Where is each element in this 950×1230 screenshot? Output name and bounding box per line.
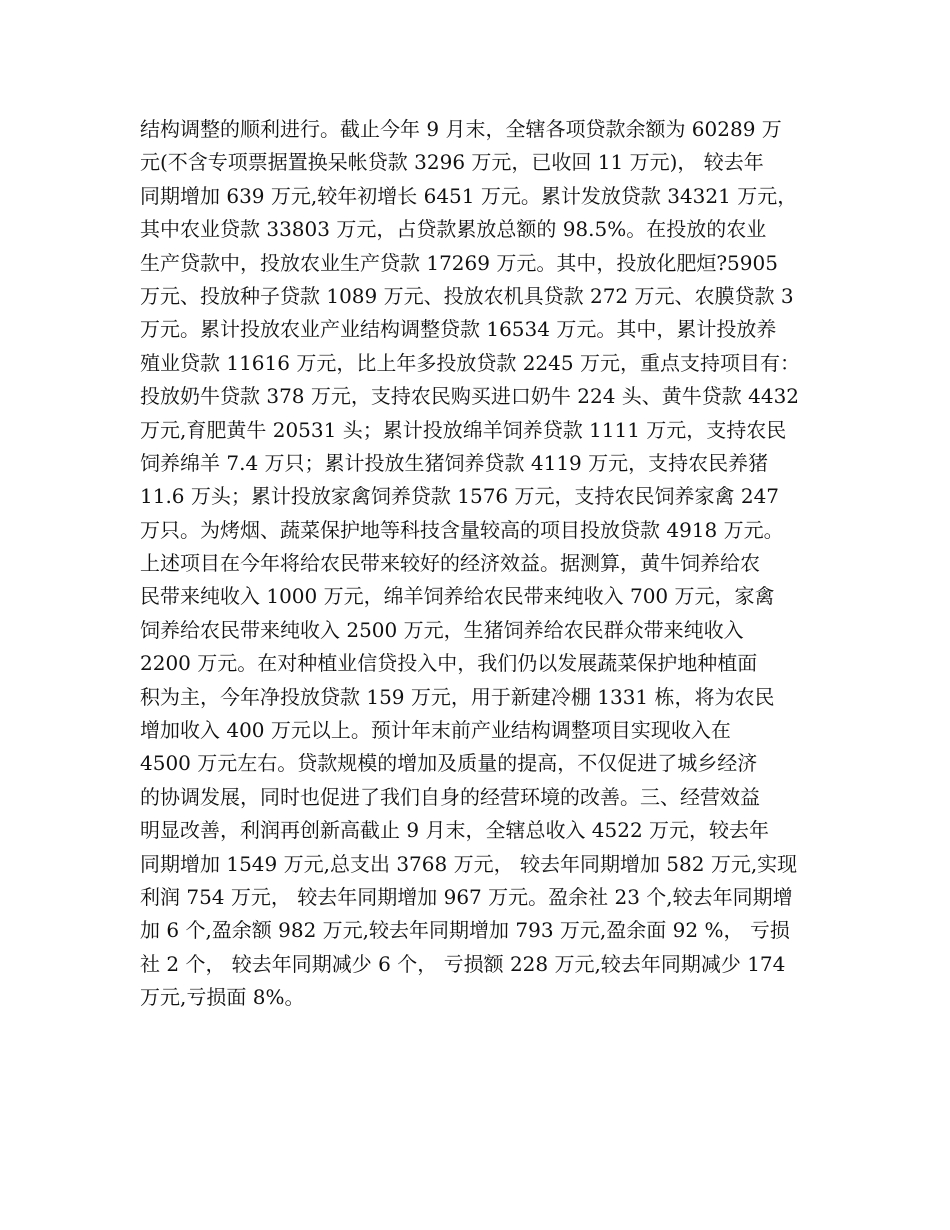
text-line: 同期增加 1549 万元,总支出 3768 万元， 较去年同期增加 582 万元,实现 [140,851,798,876]
text-line: 加 6 个,盈余额 982 万元,较去年同期增加 793 万元,盈余面 92 %， 亏损 [140,918,790,943]
text-line: 民带来纯收入 1000 万元，绵羊饲养给农民带来纯收入 700 万元，家禽 [140,584,775,609]
text-line: 饲养绵羊 7.4 万只；累计投放生猪饲养贷款 4119 万元，支持农民养猪 [140,450,769,475]
text-line: 增加收入 400 万元以上。预计年末前产业结构调整项目实现收入在 [140,718,731,743]
text-line: 11.6 万头；累计投放家禽饲养贷款 1576 万元，支持农民饲养家禽 247 [140,484,780,509]
text-line: 2200 万元。在对种植业信贷投入中，我们仍以发展蔬菜保护地种植面 [140,651,758,676]
text-line: 利润 754 万元， 较去年同期增加 967 万元。盈余社 23 个,较去年同期增 [140,884,793,909]
body-text [140,113,830,1015]
text-line: 结构调整的顺利进行。截止今年 9 月末，全辖各项贷款余额为 60289 万 [140,117,782,141]
text-line: 明显改善，利润再创新高截止 9 月末，全辖总收入 4522 万元，较去年 [140,818,770,843]
text-line: 殖业贷款 11616 万元，比上年多投放贷款 2245 万元，重点支持项目有： [140,350,800,375]
text-line: 积为主，今年净投放贷款 159 万元，用于新建冷棚 1331 栋，将为农民 [140,684,775,709]
text-line: 万元,育肥黄牛 20531 头；累计投放绵羊饲养贷款 1111 万元，支持农民 [140,417,787,442]
text-line: 万元。累计投放农业产业结构调整贷款 16534 万元。其中，累计投放养 [140,317,777,342]
text-line: 万只。为烤烟、蔬菜保护地等科技含量较高的项目投放贷款 4918 万元。 [140,517,784,542]
text-line: 同期增加 639 万元,较年初增长 6451 万元。累计发放贷款 34321 万元， [140,183,798,208]
text-line: 元(不含专项票据置换呆帐贷款 3296 万元，已收回 11 万元)， 较去年 [140,150,764,175]
text-line: 社 2 个， 较去年同期减少 6 个， 亏损额 228 万元,较去年同期减少 174 [140,951,786,976]
text-line: 其中农业贷款 33803 万元，占贷款累放总额的 98.5%。在投放的农业 [140,217,767,242]
text-line: 万元,亏损面 8%。 [140,985,305,1010]
text-line: 饲养给农民带来纯收入 2500 万元，生猪饲养给农民群众带来纯收入 [140,617,744,642]
text-line: 生产贷款中，投放农业生产贷款 17269 万元。其中，投放化肥烜?5905 [140,250,778,275]
text-line: 上述项目在今年将给农民带来较好的经济效益。据测算，黄牛饲养给农 [140,551,760,576]
text-line: 的协调发展，同时也促进了我们自身的经营环境的改善。三、经营效益 [140,784,760,809]
text-line: 万元、投放种子贷款 1089 万元、投放农机具贷款 272 万元、农膜贷款 3 [140,283,794,308]
text-line: 4500 万元左右。贷款规模的增加及质量的提高，不仅促进了城乡经济 [140,751,758,776]
text-line: 投放奶牛贷款 378 万元，支持农民购买进口奶牛 224 头、黄牛贷款 4432 [140,384,800,409]
